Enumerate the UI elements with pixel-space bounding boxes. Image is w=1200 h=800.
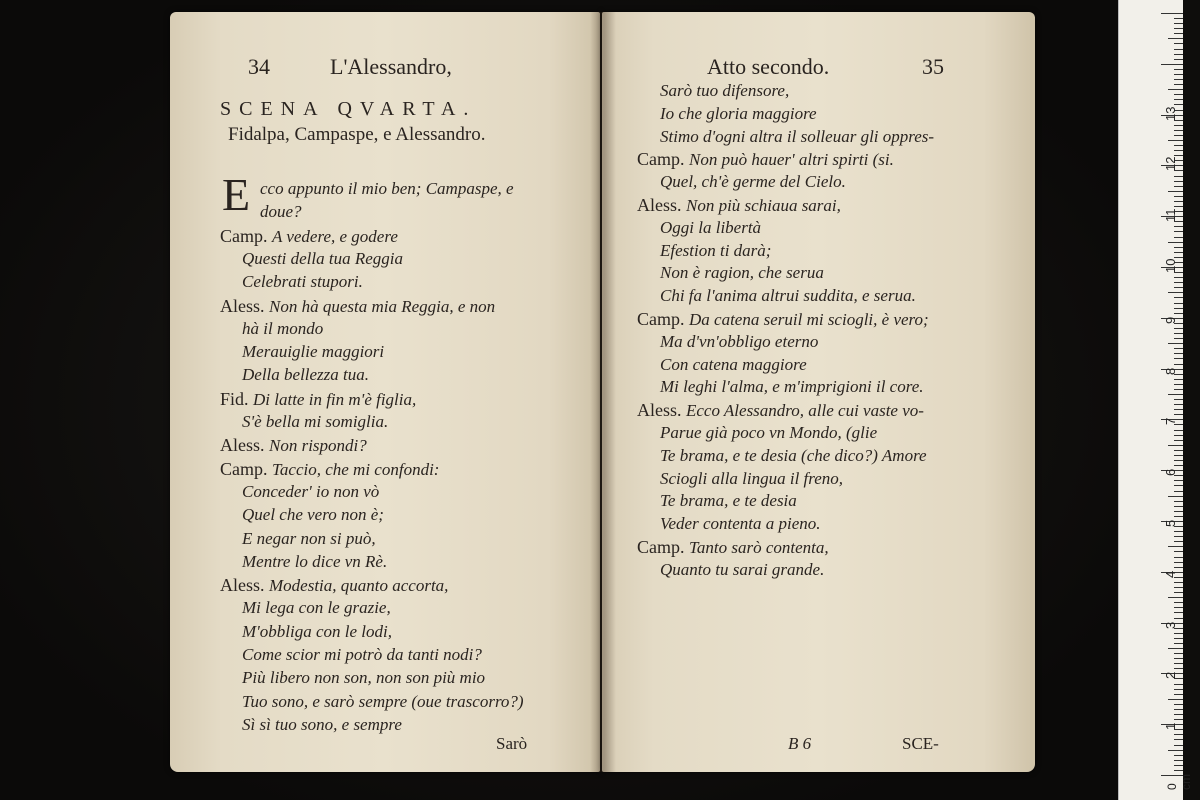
- ruler-tick: [1174, 541, 1183, 542]
- ruler-number: 13: [1163, 106, 1178, 121]
- verse-line: [660, 513, 821, 535]
- ruler-tick: [1168, 496, 1183, 497]
- speaker-name: Aless.: [220, 435, 269, 456]
- ruler-number: 2: [1163, 672, 1178, 680]
- verse-line: [220, 388, 416, 411]
- verse-line: [242, 481, 379, 503]
- verse-line: [242, 621, 392, 643]
- verse-text: Io che gloria maggiore: [660, 103, 817, 123]
- page-number-left: 34: [248, 54, 270, 79]
- verse-line: [242, 551, 387, 573]
- ruler-tick: [1174, 684, 1183, 685]
- verse-line: [660, 126, 934, 148]
- ruler-tick: [1174, 84, 1183, 85]
- ruler-tick: [1174, 104, 1183, 105]
- ruler-tick: [1174, 430, 1183, 431]
- ruler-tick: [1174, 551, 1183, 552]
- verse-line: [637, 194, 841, 217]
- ruler-tick: [1161, 13, 1183, 14]
- ruler-tick: [1174, 562, 1183, 563]
- ruler-tick: [1174, 704, 1183, 705]
- ruler-tick: [1174, 765, 1183, 766]
- verse-text: Quel, ch'è germe del Cielo.: [660, 172, 846, 192]
- ruler-number: 7: [1163, 418, 1178, 426]
- ruler-tick: [1174, 557, 1183, 558]
- verse-text: doue?: [260, 202, 302, 222]
- ruler-tick: [1168, 242, 1183, 243]
- ruler-tick: [1174, 18, 1183, 19]
- verse-line: [242, 341, 384, 363]
- ruler-tick: [1174, 638, 1183, 639]
- ruler-tick: [1174, 201, 1183, 202]
- ruler-tick: [1168, 546, 1183, 547]
- ruler-tick: [1174, 694, 1183, 695]
- verse-text: Efestion ti darà;: [660, 240, 772, 260]
- verse-line: [242, 597, 391, 619]
- ruler-tick: [1174, 125, 1183, 126]
- ruler-number: 8: [1163, 367, 1178, 375]
- ruler-tick: [1174, 49, 1183, 50]
- verse-text: Quel che vero non è;: [242, 505, 384, 525]
- speaker-name: Camp.: [220, 225, 272, 246]
- verse-line: [220, 458, 439, 481]
- verse-text: Della bellezza tua.: [242, 365, 370, 385]
- verse-line: [660, 80, 789, 102]
- ruler-tick: [1174, 74, 1183, 75]
- ruler-tick: [1168, 343, 1183, 344]
- left-page: [170, 12, 600, 772]
- ruler-tick: [1174, 130, 1183, 131]
- verse-text: E negar non si può,: [242, 528, 376, 548]
- verse-line: [637, 399, 924, 422]
- drop-cap: E: [222, 169, 251, 220]
- ruler-tick: [1174, 663, 1183, 664]
- verse-text: Oggi la libertà: [660, 217, 762, 237]
- verse-line: [242, 411, 388, 433]
- verse-line: [660, 376, 924, 398]
- ruler-number: 11: [1163, 208, 1178, 223]
- verse-text: Te brama, e te desia (che dico?) Amore: [660, 445, 927, 465]
- ruler-tick: [1161, 64, 1183, 65]
- ruler-tick: [1174, 455, 1183, 456]
- verse-line: [220, 574, 448, 597]
- ruler-tick: [1168, 191, 1183, 192]
- verse-text: Conceder' io non vò: [242, 481, 380, 501]
- speaker-name: Aless.: [220, 575, 269, 596]
- verse-text: Mi lega con le grazie,: [242, 598, 391, 618]
- ruler-tick: [1174, 333, 1183, 334]
- ruler-tick: [1174, 287, 1183, 288]
- ruler-tick: [1174, 485, 1183, 486]
- verse-line: [660, 217, 761, 239]
- verse-line: [660, 559, 824, 581]
- ruler-tick: [1174, 435, 1183, 436]
- ruler-tick: [1174, 465, 1183, 466]
- ruler-unit-label: 0 cm: [1165, 774, 1193, 790]
- verse-text: Tanto sarò contenta,: [689, 538, 829, 557]
- ruler-number: 9: [1163, 316, 1178, 324]
- ruler-tick: [1174, 69, 1183, 70]
- verse-text: Stimo d'ogni altra il solleuar gli oppres-: [660, 126, 935, 146]
- ruler-tick: [1174, 607, 1183, 608]
- open-book: [170, 12, 1035, 777]
- ruler-tick: [1174, 760, 1183, 761]
- verse-line: [242, 714, 402, 736]
- verse-text: Sarò tuo difensore,: [660, 81, 790, 100]
- ruler-tick: [1174, 389, 1183, 390]
- ruler-tick: [1174, 460, 1183, 461]
- ruler-tick: [1168, 648, 1183, 649]
- ruler-tick: [1174, 308, 1183, 309]
- catchword-right: SCE-: [902, 734, 939, 753]
- verse-line: [260, 201, 302, 223]
- verse-text: cco appunto il mio ben; Campaspe, e: [260, 179, 514, 198]
- verse-line: [660, 422, 877, 444]
- ruler-tick: [1174, 338, 1183, 339]
- ruler-tick: [1174, 237, 1183, 238]
- verse-text: Più libero non son, non son più mio: [242, 668, 486, 688]
- speaker-name: Camp.: [220, 458, 272, 479]
- ruler-tick: [1174, 506, 1183, 507]
- right-page: [602, 12, 1035, 772]
- ruler-tick: [1174, 59, 1183, 60]
- ruler-tick: [1174, 282, 1183, 283]
- verse-line: [660, 285, 916, 307]
- ruler-tick: [1174, 714, 1183, 715]
- ruler-tick: [1174, 658, 1183, 659]
- ruler-tick: [1174, 689, 1183, 690]
- verse-text: Mentre lo dice vn Rè.: [242, 551, 388, 571]
- ruler-tick: [1174, 353, 1183, 354]
- ruler-tick: [1174, 531, 1183, 532]
- ruler-tick: [1174, 618, 1183, 619]
- verse-text: Ma d'vn'obbligo eterno: [660, 331, 819, 351]
- verse-text: Come scior mi potrò da tanti nodi?: [242, 645, 482, 664]
- ruler-tick: [1174, 277, 1183, 278]
- ruler-tick: [1174, 181, 1183, 182]
- ruler-tick: [1174, 252, 1183, 253]
- verse-line: [660, 103, 817, 125]
- verse-text: Te brama, e te desia: [660, 491, 797, 511]
- verse-line: [660, 445, 927, 467]
- ruler-number: 3: [1163, 621, 1178, 629]
- ruler-tick: [1174, 379, 1183, 380]
- verse-text: hà il mondo: [242, 318, 324, 338]
- ruler-tick: [1174, 582, 1183, 583]
- verse-text: Quanto tu sarai grande.: [660, 559, 825, 579]
- ruler-tick: [1168, 89, 1183, 90]
- verse-text: Da catena seruil mi sciogli, è vero;: [689, 310, 929, 329]
- verse-text: Questi della tua Reggia: [242, 248, 404, 268]
- verse-line: [660, 331, 818, 353]
- verse-text: Non rispondi?: [269, 436, 367, 456]
- ruler-tick: [1174, 404, 1183, 405]
- ruler-tick: [1168, 292, 1183, 293]
- ruler-tick: [1174, 511, 1183, 512]
- ruler-tick: [1174, 23, 1183, 24]
- verse-text: Non hà questa mia Reggia, e non: [269, 296, 496, 316]
- verse-line: [660, 354, 807, 376]
- verse-line: [242, 691, 524, 713]
- ruler-tick: [1174, 755, 1183, 756]
- verse-line: [637, 308, 929, 331]
- ruler-tick: [1174, 79, 1183, 80]
- catchword-left: Sarò: [496, 734, 528, 753]
- ruler-tick: [1168, 445, 1183, 446]
- ruler-tick: [1174, 643, 1183, 644]
- ruler-tick: [1174, 231, 1183, 232]
- verse-line: [242, 504, 384, 526]
- ruler-tick: [1168, 394, 1183, 395]
- ruler-tick: [1174, 358, 1183, 359]
- verse-text: Non è ragion, che serua: [660, 263, 824, 283]
- ruler-tick: [1174, 414, 1183, 415]
- verse-line: [220, 434, 367, 457]
- verse-line: [242, 528, 376, 550]
- measuring-ruler: [1118, 0, 1193, 800]
- ruler-tick: [1174, 501, 1183, 502]
- ruler-tick: [1174, 145, 1183, 146]
- verse-line: [242, 271, 363, 293]
- verse-text: Parue già poco vn Mondo, (glie: [660, 423, 878, 442]
- verse-text: Taccio, che mi confondi:: [272, 459, 440, 479]
- ruler-tick: [1174, 739, 1183, 740]
- ruler-tick: [1174, 745, 1183, 746]
- ruler-number: 1: [1163, 722, 1178, 731]
- signature-mark: B 6: [788, 734, 812, 753]
- speaker-name: Fid.: [220, 388, 254, 409]
- ruler-tick: [1174, 567, 1183, 568]
- ruler-tick: [1174, 313, 1183, 314]
- ruler-number: 4: [1163, 570, 1178, 578]
- ruler-tick: [1174, 450, 1183, 451]
- ruler-tick: [1174, 364, 1183, 365]
- ruler-tick: [1174, 33, 1183, 34]
- ruler-tick: [1174, 54, 1183, 55]
- ruler-tick: [1174, 348, 1183, 349]
- ruler-tick: [1174, 226, 1183, 227]
- scene-title: SCENA QVARTA.: [220, 98, 477, 120]
- speaker-name: Camp.: [637, 149, 689, 170]
- ruler-tick: [1168, 140, 1183, 141]
- page-number-right: 35: [922, 54, 944, 79]
- verse-text: Sciogli alla lingua il freno,: [660, 468, 844, 488]
- verse-text: Non più schiaua sarai,: [686, 196, 841, 215]
- speaker-name: Camp.: [637, 309, 689, 329]
- ruler-number: 5: [1163, 519, 1178, 527]
- verse-text: S'è bella mi somiglia.: [242, 412, 389, 431]
- character-list: Fidalpa, Campaspe, e Alessandro.: [228, 124, 486, 145]
- ruler-tick: [1174, 440, 1183, 441]
- ruler-tick: [1174, 480, 1183, 481]
- ruler-tick: [1168, 38, 1183, 39]
- verse-line: [637, 148, 894, 171]
- ruler-tick: [1174, 770, 1183, 771]
- verse-text: M'obbliga con le lodi,: [242, 621, 393, 641]
- ruler-tick: [1174, 94, 1183, 95]
- ruler-tick: [1174, 196, 1183, 197]
- speaker-name: Aless.: [220, 295, 269, 316]
- ruler-tick: [1174, 536, 1183, 537]
- verse-text: Mi leghi l'alma, e m'imprigioni il core.: [660, 377, 924, 397]
- speaker-name: Aless.: [637, 195, 686, 215]
- ruler-tick: [1174, 399, 1183, 400]
- verse-line: [220, 225, 398, 248]
- verse-line: [242, 318, 323, 340]
- running-title-right: Atto secondo.: [707, 54, 830, 79]
- ruler-tick: [1174, 150, 1183, 151]
- verse-text: Tuo sono, e sarò sempre (oue trascorro?): [242, 691, 524, 711]
- ruler-tick: [1174, 43, 1183, 44]
- ruler-tick: [1174, 587, 1183, 588]
- verse-text: Celebrati stupori.: [242, 272, 363, 292]
- ruler-tick: [1168, 699, 1183, 700]
- verse-line: [242, 248, 403, 270]
- verse-line: [260, 178, 514, 200]
- ruler-number: 12: [1163, 156, 1178, 172]
- book-gutter: [590, 12, 616, 772]
- verse-line: [637, 536, 829, 559]
- ruler-tick: [1174, 186, 1183, 187]
- ruler-tick: [1174, 633, 1183, 634]
- verse-line: [242, 644, 482, 666]
- ruler-tick: [1174, 135, 1183, 136]
- ruler-tick: [1174, 709, 1183, 710]
- verse-text: Modestia, quanto accorta,: [269, 576, 449, 596]
- ruler-tick: [1174, 602, 1183, 603]
- ruler-tick: [1174, 247, 1183, 248]
- speaker-name: Aless.: [637, 400, 686, 421]
- speaker-name: Camp.: [637, 537, 689, 557]
- ruler-tick: [1174, 668, 1183, 669]
- verse-line: [220, 295, 495, 318]
- ruler-tick: [1174, 176, 1183, 177]
- verse-text: Merauiglie maggiori: [242, 342, 385, 362]
- ruler-tick: [1174, 206, 1183, 207]
- ruler-tick: [1174, 734, 1183, 735]
- ruler-tick: [1174, 297, 1183, 298]
- ruler-tick: [1174, 612, 1183, 613]
- ruler-tick: [1174, 653, 1183, 654]
- verse-text: A vedere, e godere: [272, 226, 398, 246]
- ruler-tick: [1174, 592, 1183, 593]
- verse-line: [660, 490, 797, 512]
- ruler-tick: [1174, 384, 1183, 385]
- verse-text: Di latte in fin m'è figlia,: [253, 389, 417, 409]
- ruler-number: 10: [1163, 258, 1178, 273]
- running-title-left: L'Alessandro,: [330, 54, 452, 79]
- verse-line: [660, 262, 824, 284]
- verse-text: Veder contenta a pieno.: [660, 514, 821, 534]
- ruler-tick: [1168, 597, 1183, 598]
- ruler-tick: [1174, 491, 1183, 492]
- ruler-tick: [1174, 409, 1183, 410]
- verse-line: [660, 240, 771, 262]
- verse-text: Sì sì tuo sono, e sempre: [242, 714, 402, 734]
- ruler-tick: [1174, 99, 1183, 100]
- ruler-tick: [1174, 516, 1183, 517]
- ruler-tick: [1174, 28, 1183, 29]
- ruler-tick: [1174, 303, 1183, 304]
- verse-text: Con catena maggiore: [660, 354, 807, 374]
- ruler-tick: [1174, 719, 1183, 720]
- verse-line: [242, 364, 369, 386]
- verse-text: Chi fa l'anima altrui suddita, e serua.: [660, 286, 916, 306]
- verse-line: [660, 171, 846, 193]
- verse-line: [660, 468, 843, 490]
- verse-line: [242, 667, 485, 689]
- verse-text: Non può hauer' altri spirti (si.: [689, 150, 894, 170]
- ruler-tick: [1174, 328, 1183, 329]
- verse-text: Ecco Alessandro, alle cui vaste vo-: [686, 401, 924, 421]
- ruler-number: 6: [1163, 468, 1178, 477]
- ruler-tick: [1168, 750, 1183, 751]
